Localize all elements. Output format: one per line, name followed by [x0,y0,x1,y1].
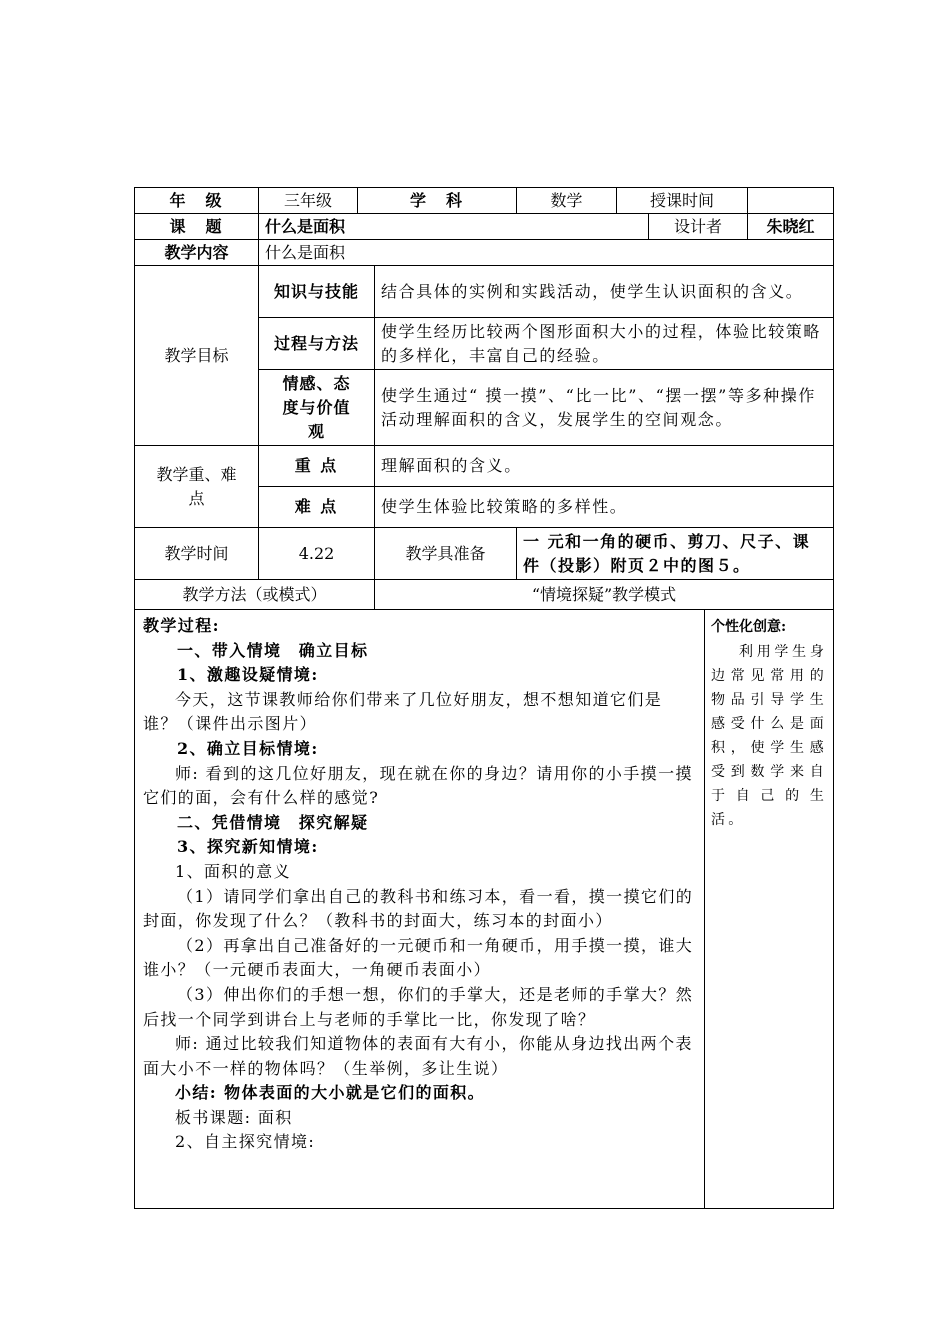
objective-name-process: 过程与方法 [259,318,375,370]
lesson-plan-table [134,187,834,1209]
row-process [135,610,834,1209]
content-label: 教学内容 [135,240,259,266]
process-line: （1）请同学们拿出自己的教科书和练习本，看一看，摸一摸它们的封面，你发现了什么？（教科书的封面大，练习本的封面小） [143,886,694,931]
objective-text-emotion: 使学生通过“ 摸一摸”、“比一比”、“摆一摆”等多种操作活动理解面积的含义，发展学生的空间观念。 [375,370,834,446]
process-title: 教学过程: [143,616,220,635]
teaching-time-label: 教学时间 [135,528,259,580]
personalized-idea [705,610,834,1209]
process-line: 小结: 物体表面的大小就是它们的面积。 [175,1083,486,1103]
tools-label: 教学具准备 [375,528,517,580]
process-line: （2）再拿出自己准备好的一元硬币和一角硬币，用手摸一摸，谁大谁小？（一元硬币表面大，一角硬币表面小） [143,935,694,980]
teaching-process [135,610,705,1209]
process-line: 板书课题: 面积 [175,1107,293,1127]
method-label: 教学方法（或模式） [135,580,375,610]
objectives-label: 教学目标 [135,266,259,446]
process-line: 师: 看到的这几位好朋友，现在就在你的身边？请用你的小手摸一摸它们的面，会有什么样的感觉? [143,763,693,808]
teaching-time-value: 4.22 [259,528,375,580]
process-line: 今天，这节课教师给你们带来了几位好朋友，想不想知道它们是谁？（课件出示图片） [143,689,663,734]
difficult-point-label: 难 点 [259,487,375,528]
tools-value: 一 元和一角的硬币、剪刀、尺子、课件（投影）附页２中的图５。 [517,528,834,580]
row-grade [135,188,834,214]
personalized-idea-text: 利用学生身边常见常用的物品引导学生感受什么是面积，使学生感受到数学来自于自己的生活。 [711,644,828,828]
personalized-idea-title: 个性化创意: [711,619,787,635]
designer-label: 设计者 [649,214,748,240]
class-time-value [748,188,834,214]
process-line: 2、确立目标情境: [177,738,319,758]
class-time-label: 授课时间 [617,188,748,214]
process-line: 二、凭借情境 探究解疑 [177,812,369,832]
process-lines [143,639,696,1155]
process-line: 3、探究新知情境: [177,837,319,857]
objective-name-knowledge: 知识与技能 [259,266,375,318]
difficult-point-text: 使学生体验比较策略的多样性。 [375,487,834,528]
key-points-label: 教学重、难点 [135,446,259,528]
grade-value: 三年级 [259,188,358,214]
row-key-point [135,446,834,487]
key-point-text: 理解面积的含义。 [375,446,834,487]
objective-name-emotion: 情感、态度与价值观 [259,370,375,446]
grade-label: 年 级 [135,188,259,214]
process-line: 一、带入情境 确立目标 [177,640,369,660]
designer-value: 朱晓红 [748,214,834,240]
subject-label: 学 科 [358,188,517,214]
row-objective-1 [135,266,834,318]
process-line: （3）伸出你们的手想一想，你们的手掌大，还是老师的手掌大？然后找一个同学到讲台上与老师的手掌比一比，你发现了啥？ [143,984,694,1029]
key-point-label: 重 点 [259,446,375,487]
subject-value: 数学 [517,188,617,214]
process-line: 师: 通过比较我们知道物体的表面有大有小，你能从身边找出两个表面大小不一样的物体吗？（生举例，多让生说） [143,1034,693,1078]
objective-text-process: 使学生经历比较两个图形面积大小的过程，体验比较策略的多样化，丰富自己的经验。 [375,318,834,370]
process-line: 1、面积的意义 [175,861,291,881]
row-topic [135,214,834,240]
content-value: 什么是面积 [259,240,834,266]
objective-text-knowledge: 结合具体的实例和实践活动，使学生认识面积的含义。 [375,266,834,318]
row-method [135,580,834,610]
topic-value: 什么是面积 [259,214,649,240]
method-value: “情境探疑”教学模式 [375,580,834,610]
process-line: 2、自主探究情境: [175,1132,316,1152]
process-line: 1、激趣设疑情境: [177,665,319,685]
row-schedule [135,528,834,580]
topic-label: 课 题 [135,214,259,240]
row-content [135,240,834,266]
